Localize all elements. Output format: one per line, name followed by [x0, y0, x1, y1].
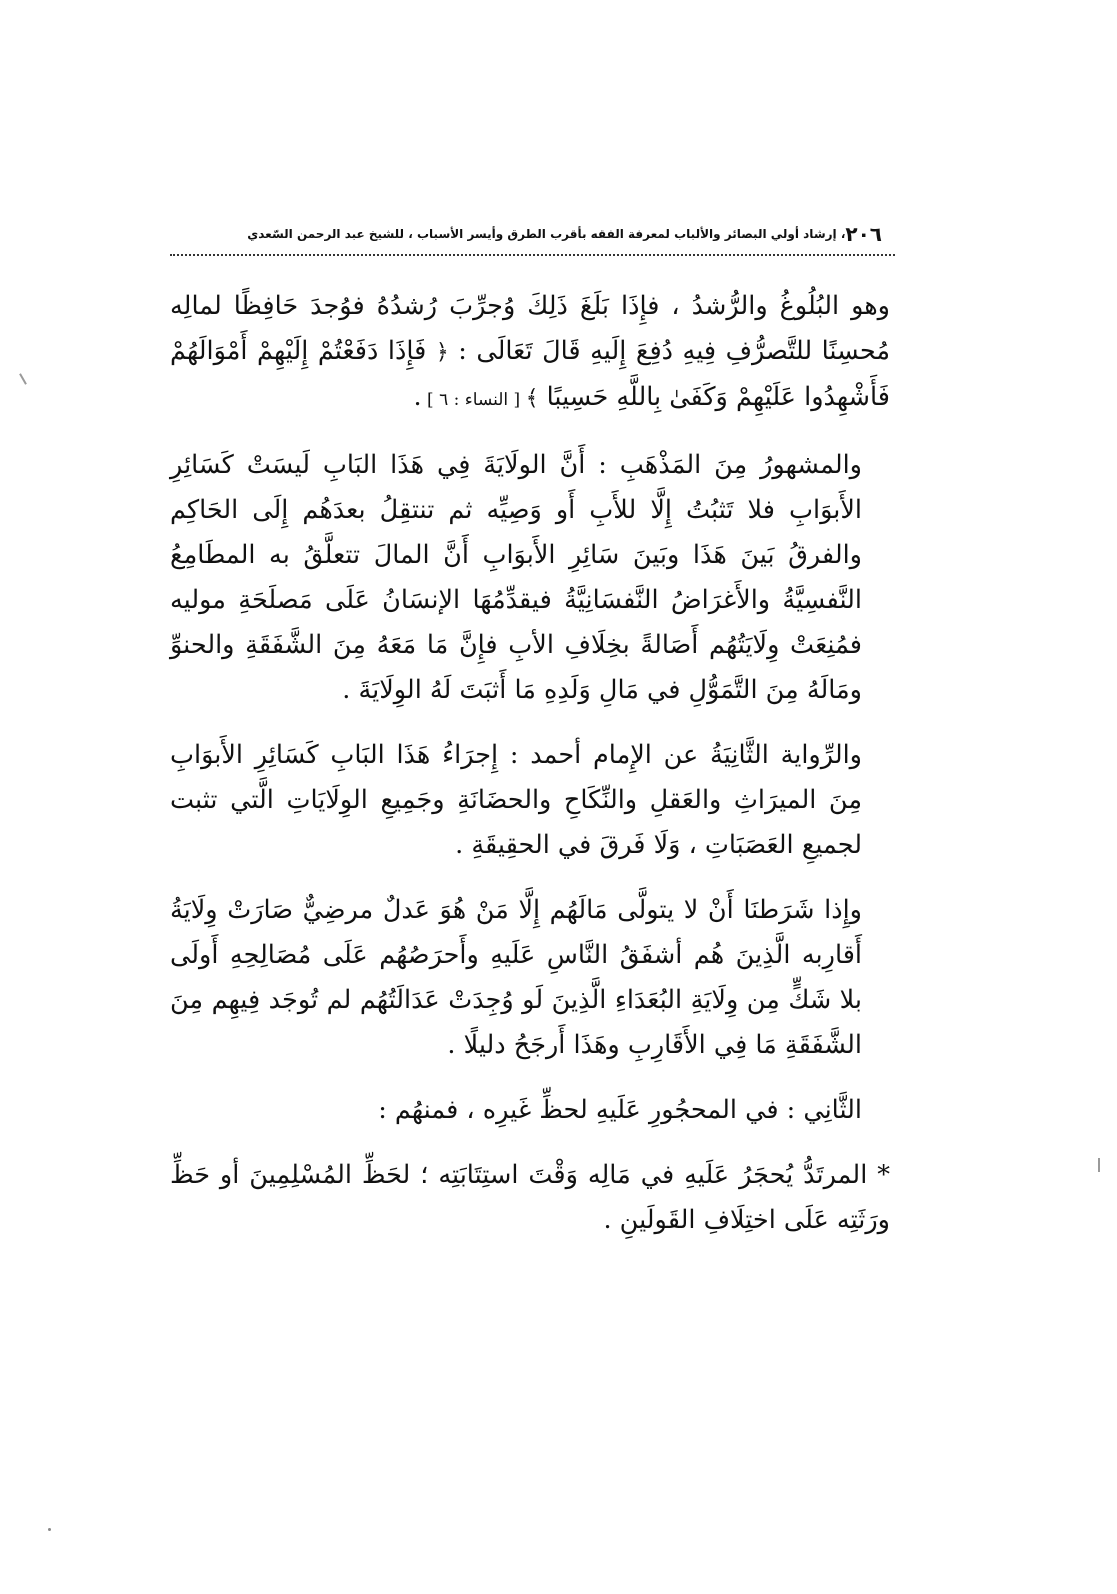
verse-citation: [ النساء : ٦ ]: [421, 390, 526, 410]
scan-mark: [19, 373, 27, 384]
page-number: ٢٠٦: [845, 222, 882, 246]
main-text: [170, 284, 890, 1263]
book-title-header: ، إرشاد أولي البصائر والألباب لمعرفة الفقه بأقرب الطرق وأيسر الأسباب ، للشيخ عبد الرحمن السّعدي: [247, 227, 846, 241]
header-divider: [170, 254, 895, 256]
section-heading: الثَّانِي : في المحجُورِ عَلَيهِ لحظِّ غَيرِه ، فمنهُم :: [378, 1095, 862, 1125]
scan-mark: [1098, 1158, 1100, 1172]
paragraph-2: والمشهورُ مِنَ المَذْهَبِ : أَنَّ الولَايَةَ فِي هَذَا البَابِ لَيسَتْ كَسَائِرِ الأَبوَابِ فلا تَثبُتُ إِلَّا للأَبِ أَو وَصِيِّه ثم تنتقِلُ بعدَهُم إِلَى الحَاكِم والفرقُ بَينَ هَذَا وبَينَ سَائِرِ الأَبوَابِ أَنَّ المالَ تتعلَّقُ به المطَامِعُ النَّفسِيَّةُ والأَغرَاضُ النَّفسَانِيَّةُ فيقدِّمُهَا الإنسَانُ عَلَى مَصلَحَةِ موليه فمُنِعَتْ وِلَايَتُهُم أَصَالةً بخِلَافِ الأبِ فإِنَّ مَا مَعَهُ مِنَ الشَّفَقَةِ والحنوِّ ومَالَهُ مِنَ التَّمَوُّلِ في مَالِ وَلَدِهِ مَا أَثبَتَ لَهُ الوِلَايَةَ .: [170, 450, 862, 705]
paragraph-4: وإِذا شَرَطنَا أَنْ لا يتولَّى مَالَهُم إِلَّا مَنْ هُوَ عَدلٌ مرضِيٌّ صَارَتْ وِلَايَةُ أَقارِبه الَّذِينَ هُم أشفَقُ النَّاسِ عَلَيهِ وأَحرَصُهُم عَلَى مُصَالِحِهِ أَولَى بلا شَكٍّ مِن وِلَايَةِ البُعَدَاءِ الَّذِينَ لَو وُجِدَتْ عَدَالَتُهُم لم تُوجَد فِيهِم مِنَ الشَّفَقَةِ مَا فِي الأَقَارِبِ وهَذَا أَرجَحُ دليلًا .: [170, 895, 862, 1060]
quran-verse: فَإِذَا دَفَعْتُمْ إِلَيْهِمْ أَمْوَالَهُمْ فَأَشْهِدُوا عَلَيْهِمْ وَكَفَىٰ بِاللَّهِ حَسِيبًا: [170, 336, 890, 412]
scan-speck: [48, 1528, 51, 1531]
paragraph-3: والرِّواية الثَّانِيَةُ عن الإِمام أحمد : إِجرَاءُ هَذَا البَابِ كَسَائِرِ الأَبوَابِ مِنَ الميرَاثِ والعَقلِ والنِّكَاحِ والحضَانَةِ وجَمِيعِ الوِلَايَاتِ الَّتي تثبت لجميعِ العَصَبَاتِ ، وَلَا فَرقَ في الحقِيقَةِ .: [170, 740, 862, 860]
paragraph-6: * المرتَدُّ يُحجَرُ عَلَيهِ في مَالِه وَقْتَ استِتَابَتِه ؛ لحَظِّ المُسْلِمِينَ أو حَظِّ ورَثَتِه عَلَى اختِلَافِ القَولَينِ .: [170, 1160, 890, 1235]
running-header: [247, 219, 882, 249]
quran-open-bracket: ﴿: [435, 340, 449, 365]
paragraph-1: [170, 284, 890, 423]
paragraph-text: وهو البُلُوغُ والرُّشدُ ، فإِذَا بَلَغَ ذَلِكَ وُجرِّبَ رُشدُهُ فوُجدَ حَافِظًا لمالِه مُحسِنًا للتَّصرُّفِ فِيهِ دُفِعَ إِلَيهِ قَالَ تَعَالَى :: [170, 291, 890, 366]
paragraph-end: .: [413, 382, 422, 412]
quran-close-bracket: ﴾: [525, 386, 539, 411]
